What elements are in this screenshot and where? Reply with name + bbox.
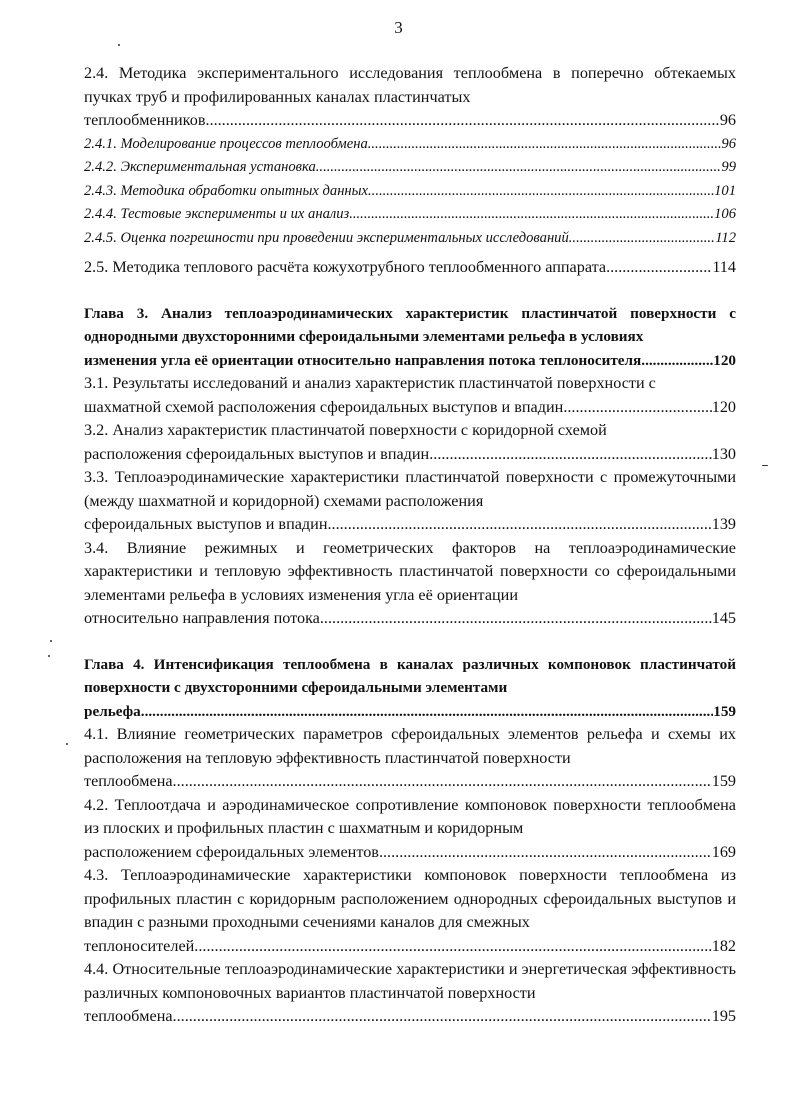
toc-entry-text: 3.3. Теплоаэродинамические характеристики пластинчатой поверхности с промежуточными (между шахматной и коридорной) схемами расположения xyxy=(84,468,736,510)
toc-page-number: 96 xyxy=(721,135,736,152)
scan-speck xyxy=(66,743,68,745)
toc-entry-text: 3.4. Влияние режимных и геометрических факторов на теплоаэродинамические характеристики и тепловую эффективность пластинчатой поверхности со сфероидальными элементами рельефа в условиях изменения угла её ориентации xyxy=(84,538,736,604)
toc-entry-4-1 xyxy=(84,723,736,794)
toc-entry-last-line: расположения сфероидальных выступов и впадин xyxy=(84,444,430,463)
toc-entry-last-line: 2.4.1. Моделирование процессов теплообмена xyxy=(84,135,368,152)
toc-entry-leader-line xyxy=(84,256,736,280)
dot-leader xyxy=(641,349,713,373)
toc-entry-2-4-3 xyxy=(84,180,736,204)
toc-entry-leader-line xyxy=(84,227,736,251)
toc-entry-last-line: 2.4.4. Тестовые эксперименты и их анализ xyxy=(84,206,350,222)
toc-page-number: 114 xyxy=(712,258,736,276)
toc-entry-last-line: 2.4.2. Экспериментальная установка xyxy=(84,159,316,175)
dot-leader xyxy=(194,935,711,959)
toc-entry-leader-line xyxy=(84,607,736,631)
toc-entry-leader-line xyxy=(84,770,736,794)
toc-chapter-4 xyxy=(84,653,736,724)
dot-leader xyxy=(205,109,719,133)
toc-entry-last-line: 2.4.5. Оценка погрешности при проведении экспериментальных исследований xyxy=(84,229,569,246)
toc-page-number: 120 xyxy=(713,351,736,369)
dot-leader xyxy=(563,396,711,420)
dot-leader xyxy=(173,1005,712,1029)
toc-entry-last-line: шахматной схемой расположения сфероидальных выступов и впадин xyxy=(84,397,564,416)
toc-entry-text: 4.2. Теплоотдача и аэродинамическое сопротивление компоновок поверхности теплообмена из плоских и профильных пластин с шахматным и коридорным xyxy=(84,795,736,837)
dot-leader xyxy=(316,156,722,180)
toc-entry-text: 2.4. Методика экспериментального исследования теплообмена в поперечно обтекаемых пучках труб и профилированных каналах пластинчатых xyxy=(84,64,736,106)
toc-entry-last-line: теплообмена xyxy=(84,1007,173,1025)
dot-leader xyxy=(606,256,712,280)
scan-speck xyxy=(48,655,50,657)
toc-page-number: 159 xyxy=(711,772,736,790)
toc-entry-2-4-5 xyxy=(84,227,736,251)
toc-chapter-3 xyxy=(84,302,736,373)
toc-entry-leader-line xyxy=(84,700,736,724)
toc-page-number: 96 xyxy=(719,111,736,129)
toc-entry-4-4 xyxy=(84,958,736,1029)
toc-entry-2-4-4 xyxy=(84,203,736,227)
toc-entry-leader-line xyxy=(84,109,736,133)
toc-entry-last-line: изменения угла её ориентации относительно направления потока теплоносителя xyxy=(84,351,642,369)
toc-page-number: 139 xyxy=(711,515,736,533)
toc-entry-last-line: рельефа xyxy=(84,702,141,720)
toc-page-number: 145 xyxy=(711,609,736,627)
toc-page-number: 101 xyxy=(714,182,736,199)
toc-entry-leader-line xyxy=(84,396,736,420)
toc-entry-text: Глава 4. Интенсификация теплообмена в каналах различных компоновок пластинчатой поверхности с двухсторонними сфероидальными элементами xyxy=(84,655,736,696)
toc-entry-2-4-1 xyxy=(84,133,736,157)
page-number: 3 xyxy=(394,18,403,37)
dot-leader xyxy=(379,841,712,865)
scan-speck xyxy=(118,44,120,46)
toc-entry-last-line: расположением сфероидальных элементов xyxy=(84,842,379,861)
toc-page-number: 159 xyxy=(713,702,736,720)
toc-entry-last-line: теплоносителей xyxy=(84,936,195,955)
dot-leader xyxy=(368,180,714,204)
toc-entry-last-line: сфероидальных выступов и впадин xyxy=(84,515,328,533)
toc-entry-text: 3.1. Результаты исследований и анализ характеристик пластинчатой поверхности с xyxy=(84,374,656,392)
scan-speck xyxy=(50,640,52,642)
toc-entry-3-1 xyxy=(84,372,736,419)
toc-entry-4-2 xyxy=(84,794,736,865)
dot-leader xyxy=(327,513,711,537)
toc-page-number: 99 xyxy=(721,159,736,175)
table-of-contents xyxy=(84,62,736,1029)
dot-leader xyxy=(349,203,714,227)
toc-entry-leader-line xyxy=(84,133,736,157)
toc-entry-leader-line xyxy=(84,1005,736,1029)
toc-page-number: 112 xyxy=(715,229,736,246)
toc-entry-leader-line xyxy=(84,156,736,180)
toc-entry-last-line: теплообменников xyxy=(84,111,206,129)
toc-page-number: 195 xyxy=(711,1007,736,1025)
toc-entry-4-3 xyxy=(84,864,736,958)
dot-leader xyxy=(320,607,712,631)
toc-entry-2-4-2 xyxy=(84,156,736,180)
toc-entry-2-4 xyxy=(84,62,736,133)
toc-entry-3-3 xyxy=(84,466,736,537)
dot-leader xyxy=(141,700,713,724)
toc-entry-3-4 xyxy=(84,537,736,631)
toc-page-number: 106 xyxy=(714,206,736,222)
toc-entry-leader-line xyxy=(84,935,736,959)
toc-entry-2-5 xyxy=(84,256,736,280)
toc-page-number: 120 xyxy=(711,397,736,416)
toc-page-number: 182 xyxy=(711,936,736,955)
toc-entry-leader-line xyxy=(84,180,736,204)
toc-entry-leader-line xyxy=(84,513,736,537)
toc-entry-text: 4.3. Теплоаэродинамические характеристики компоновок поверхности теплообмена из профильных пластин с коридорным расположением однородных сфероидальных выступов и впадин с разными проходными сечениями каналов для смежных xyxy=(84,866,736,931)
toc-entry-leader-line xyxy=(84,203,736,227)
dot-leader xyxy=(173,770,712,794)
toc-entry-3-2 xyxy=(84,419,736,466)
toc-entry-last-line: 2.5. Методика теплового расчёта кожухотрубного теплообменного аппарата xyxy=(84,258,607,276)
toc-entry-last-line: относительно направления потока xyxy=(84,609,320,627)
toc-entry-leader-line xyxy=(84,349,736,373)
toc-page-number: 169 xyxy=(711,842,736,861)
dot-leader xyxy=(368,133,722,157)
dot-leader xyxy=(569,227,715,251)
dot-leader xyxy=(429,443,711,467)
toc-page-number: 130 xyxy=(711,444,736,463)
toc-entry-text: 4.1. Влияние геометрических параметров сфероидальных элементов рельефа и схемы их расположения на тепловую эффективность пластинчатой поверхности xyxy=(84,725,736,767)
toc-entry-last-line: 2.4.3. Методика обработки опытных данных xyxy=(84,182,369,199)
scan-speck xyxy=(762,465,768,466)
toc-entry-leader-line xyxy=(84,841,736,865)
toc-entry-text: 3.2. Анализ характеристик пластинчатой поверхности с коридорной схемой xyxy=(84,421,607,439)
toc-entry-text: 4.4. Относительные теплоаэродинамические характеристики и энергетическая эффективность различных компоновочных вариантов пластинчатой поверхности xyxy=(84,960,736,1002)
toc-entry-last-line: теплообмена xyxy=(84,772,173,790)
toc-entry-text: Глава 3. Анализ теплоаэродинамических характеристик пластинчатой поверхности с однородными двухсторонними сфероидальными элементами рельефа в условиях xyxy=(84,304,736,345)
toc-entry-leader-line xyxy=(84,443,736,467)
